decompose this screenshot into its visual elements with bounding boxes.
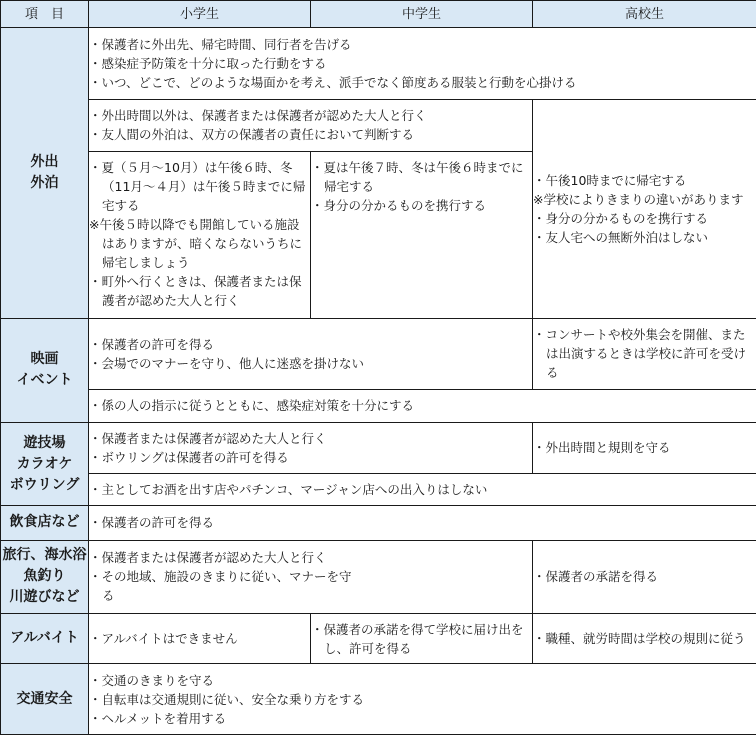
category-parttime [1,614,89,664]
rule-item: ・ボウリングは保護者の許可を得る [89,449,289,465]
travel-elem-junior-cell [89,540,533,614]
outing-row-common [1,28,756,99]
rule-note: ※学校によりきまりの違いがあります [533,191,744,207]
rule-item: ・保護者の許可を得る [89,515,215,531]
header-row [1,1,756,28]
parttime-row [1,614,756,664]
movie-row [1,319,756,389]
category-amusement-line: カラオケ [16,455,73,472]
category-movie-line: イベント [16,372,73,389]
restaurant-row [1,506,756,540]
rule-item: ・午後10時までに帰宅する [533,172,687,188]
parttime-high-cell [533,614,756,664]
header-high: 高校生 [533,1,756,28]
rule-note: ※午後５時以降でも開館している施設はありますが、暗くならないうちに帰宅しましょう [89,217,303,270]
category-restaurant [1,506,89,540]
rule-item: ・保護者または保護者が認めた大人と行く [89,430,327,446]
rule-item: ・夏は午後７時、冬は午後６時までに帰宅する [311,160,524,194]
amusement-elem-junior-cell [89,422,533,473]
rule-item: ・友人宅への無断外泊はしない [533,229,709,245]
outing-elementary-cell [89,152,311,319]
category-outing-line: 外出 [30,154,59,171]
category-travel-line: 魚釣り [23,568,66,585]
rule-item: ・保護者に外出先、帰宅時間、同行者を告げる [89,36,352,52]
rule-item: ・夏（５月〜10月）は午後６時、冬（11月〜４月）は午後５時までに帰宅する [89,160,306,213]
category-parttime-line: アルバイト [10,630,79,647]
outing-elem-junior-cell [89,99,533,151]
rule-item: ・身分の分かるものを携行する [311,198,487,213]
rule-item: ・自転車は交通規則に従い、安全な乗り方をする [89,691,365,707]
rule-item: ・職種、就労時間は学校の規則に従う [533,631,746,647]
category-traffic [1,664,89,735]
rule-item: ・保護者の承諾を得て学校に届け出をし、許可を得る [311,621,524,656]
header-junior: 中学生 [311,1,533,28]
category-outing [1,28,89,319]
rule-item: ・友人間の外泊は、双方の保護者の責任において判断する [89,127,415,143]
rule-item: ・保護者の承諾を得る [533,569,659,585]
category-amusement-line: ボウリング [9,476,80,493]
rule-item: ・町外へ行くときは、保護者または保護者が認めた大人と行く [89,274,302,308]
category-amusement-line: 遊技場 [23,434,66,451]
rule-item: ・主としてお酒を出す店やパチンコ、マージャン店への出入りはしない [89,482,488,498]
amusement-all-cell [89,474,756,506]
rule-item: ・ヘルメットを着用する [89,710,227,726]
category-travel-line: 川遊びなど [9,589,80,606]
traffic-all-cell [89,664,756,735]
movie-row-all [1,389,756,422]
outing-row-elem-junior [1,99,756,151]
rule-item: ・コンサートや校外集会を開催、または出演するときは学校に許可を受ける [533,327,747,381]
rule-item: ・外出時間と規則を守る [533,440,671,456]
category-movie-line: 映画 [30,351,59,368]
rule-item: ・外出時間以外は、保護者または保護者が認めた大人と行く [89,108,427,124]
category-movie [1,319,89,423]
movie-elem-junior-cell [89,319,533,389]
amusement-high-cell [533,422,756,473]
rule-item: ・感染症予防策を十分に取った行動をする [89,55,327,71]
movie-high-cell [533,319,756,389]
travel-high-cell [533,540,756,614]
amusement-row-all [1,474,756,506]
rule-item: ・身分の分かるものを携行する [533,210,709,226]
rule-item: ・保護者または保護者が認めた大人と行く [89,550,327,566]
amusement-row [1,422,756,473]
rule-item: ・交通のきまりを守る [89,672,215,688]
rule-item: ・保護者の許可を得る [89,336,215,352]
parttime-elementary-cell [89,614,311,664]
rule-item: ・その地域、施設のきまりに従い、マナーを守る [89,569,352,604]
category-travel [1,540,89,614]
category-amusement [1,422,89,506]
category-travel-line: 旅行、海水浴 [2,547,87,564]
header-item: 項 目 [1,1,89,28]
rule-item: ・いつ、どこで、どのような場面かを考え、派手でなく節度ある服装と行動を心掛ける [89,74,577,90]
category-outing-line: 外泊 [30,175,59,192]
category-restaurant-line: 飲食店など [9,514,80,531]
rule-item: ・会場でのマナーを守り、他人に迷惑を掛けない [89,355,365,371]
outing-common-cell [89,28,756,99]
travel-row [1,540,756,614]
traffic-row [1,664,756,735]
outing-high-cell [533,99,756,318]
rule-item: ・アルバイトはできません [89,631,238,647]
category-traffic-line: 交通安全 [16,690,73,707]
header-elementary: 小学生 [89,1,311,28]
rule-item: ・係の人の指示に従うとともに、感染症対策を十分にする [89,398,415,414]
restaurant-all-cell [89,506,756,540]
movie-all-cell [89,389,756,422]
parttime-junior-cell [311,614,533,664]
outing-junior-cell [311,152,533,319]
